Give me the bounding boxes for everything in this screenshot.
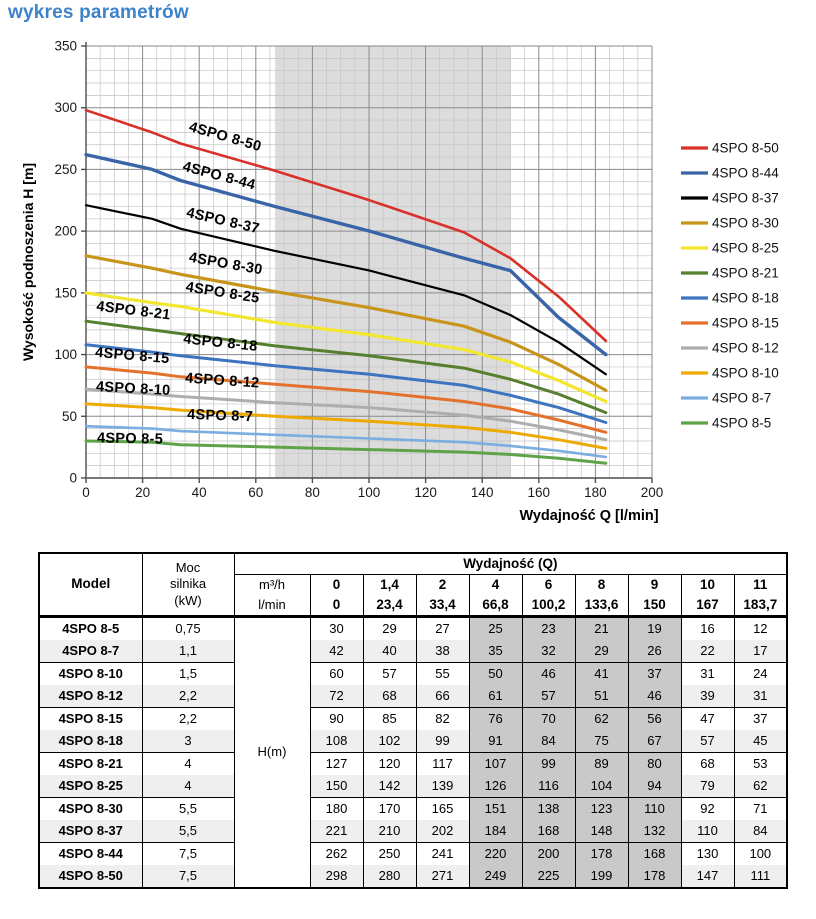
head-value-cell: 37 — [734, 708, 787, 731]
power-cell: 2,2 — [142, 708, 234, 731]
legend-item-4spo-8-5 — [681, 416, 771, 431]
curve-label-4spo-8-7: 4SPO 8-7 — [186, 406, 254, 426]
legend-item-4spo-8-21 — [681, 266, 779, 281]
head-value-cell: 70 — [522, 708, 575, 731]
legend-item-4spo-8-30 — [681, 216, 779, 231]
head-value-cell: 37 — [628, 663, 681, 686]
head-value-cell: 110 — [681, 820, 734, 843]
head-value-cell: 80 — [628, 753, 681, 776]
legend-label: 4SPO 8-12 — [712, 340, 779, 356]
table-row-4spo-8-50 — [39, 865, 787, 888]
y-tick-label: 250 — [54, 161, 77, 177]
curve-label-4spo-8-10: 4SPO 8-10 — [95, 379, 171, 399]
head-unit-cell: H(m) — [234, 617, 310, 889]
flow-value-lmin: 0 — [310, 595, 363, 617]
model-cell: 4SPO 8-37 — [39, 820, 142, 843]
head-value-cell: 184 — [469, 820, 522, 843]
legend-item-4spo-8-7 — [681, 391, 771, 406]
head-value-cell: 57 — [522, 685, 575, 708]
head-value-cell: 31 — [681, 663, 734, 686]
head-value-cell: 220 — [469, 843, 522, 866]
legend-item-4spo-8-44 — [681, 166, 779, 181]
y-tick-label: 200 — [54, 223, 77, 239]
head-value-cell: 142 — [363, 775, 416, 798]
x-tick-label: 60 — [248, 485, 264, 500]
head-value-cell: 46 — [522, 663, 575, 686]
head-value-cell: 23 — [522, 617, 575, 641]
curve-label-4spo-8-30: 4SPO 8-30 — [187, 249, 264, 279]
head-value-cell: 102 — [363, 730, 416, 753]
column-header-motor-power: Moc silnika (kW) — [142, 553, 234, 617]
table-row-4spo-8-21 — [39, 753, 787, 776]
head-value-cell: 89 — [575, 753, 628, 776]
head-value-cell: 45 — [734, 730, 787, 753]
y-axis-title: Wysokość podnoszenia H [m] — [20, 162, 36, 362]
legend-label: 4SPO 8-18 — [712, 290, 779, 306]
head-value-cell: 24 — [734, 663, 787, 686]
head-value-cell: 250 — [363, 843, 416, 866]
head-value-cell: 72 — [310, 685, 363, 708]
legend — [681, 141, 779, 431]
head-value-cell: 62 — [575, 708, 628, 731]
head-value-cell: 180 — [310, 798, 363, 821]
head-value-cell: 200 — [522, 843, 575, 866]
flow-value-m3h: 10 — [681, 575, 734, 596]
head-value-cell: 27 — [416, 617, 469, 641]
head-value-cell: 147 — [681, 865, 734, 888]
head-value-cell: 82 — [416, 708, 469, 731]
head-value-cell: 91 — [469, 730, 522, 753]
legend-label: 4SPO 8-7 — [712, 390, 772, 406]
head-value-cell: 271 — [416, 865, 469, 888]
legend-item-4spo-8-12 — [681, 341, 779, 356]
head-value-cell: 249 — [469, 865, 522, 888]
legend-label: 4SPO 8-44 — [712, 165, 779, 181]
head-value-cell: 30 — [310, 617, 363, 641]
x-tick-label: 160 — [527, 485, 551, 500]
head-value-cell: 22 — [681, 640, 734, 663]
head-value-cell: 100 — [734, 843, 787, 866]
head-value-cell: 123 — [575, 798, 628, 821]
head-value-cell: 46 — [628, 685, 681, 708]
curve-label-4spo-8-12: 4SPO 8-12 — [184, 370, 260, 392]
flow-value-lmin: 23,4 — [363, 595, 416, 617]
curve-label-4spo-8-18: 4SPO 8-18 — [182, 331, 259, 355]
x-tick-label: 140 — [470, 485, 494, 500]
y-tick-label: 50 — [61, 408, 77, 424]
head-value-cell: 38 — [416, 640, 469, 663]
head-value-cell: 165 — [416, 798, 469, 821]
head-value-cell: 168 — [522, 820, 575, 843]
legend-label: 4SPO 8-50 — [712, 140, 779, 156]
head-value-cell: 120 — [363, 753, 416, 776]
unit-label-m3h: m³/h — [234, 575, 310, 596]
head-value-cell: 51 — [575, 685, 628, 708]
legend-label: 4SPO 8-5 — [712, 415, 772, 431]
x-tick-label: 100 — [357, 485, 381, 500]
head-value-cell: 90 — [310, 708, 363, 731]
x-tick-label: 0 — [82, 485, 90, 500]
head-value-cell: 71 — [734, 798, 787, 821]
head-value-cell: 221 — [310, 820, 363, 843]
power-cell: 0,75 — [142, 617, 234, 641]
power-cell: 3 — [142, 730, 234, 753]
head-value-cell: 42 — [310, 640, 363, 663]
model-cell: 4SPO 8-30 — [39, 798, 142, 821]
y-tick-labels — [54, 39, 77, 486]
power-cell: 7,5 — [142, 865, 234, 888]
head-value-cell: 68 — [681, 753, 734, 776]
head-value-cell: 76 — [469, 708, 522, 731]
head-value-cell: 178 — [575, 843, 628, 866]
legend-item-4spo-8-10 — [681, 366, 779, 381]
flow-value-lmin: 33,4 — [416, 595, 469, 617]
head-value-cell: 126 — [469, 775, 522, 798]
power-cell: 4 — [142, 753, 234, 776]
head-value-cell: 116 — [522, 775, 575, 798]
head-value-cell: 57 — [363, 663, 416, 686]
table-row-4spo-8-10 — [39, 663, 787, 686]
head-value-cell: 84 — [522, 730, 575, 753]
table-row-4spo-8-15 — [39, 708, 787, 731]
table-row-4spo-8-37 — [39, 820, 787, 843]
head-value-cell: 57 — [681, 730, 734, 753]
head-value-cell: 66 — [416, 685, 469, 708]
head-value-cell: 108 — [310, 730, 363, 753]
model-cell: 4SPO 8-25 — [39, 775, 142, 798]
head-value-cell: 21 — [575, 617, 628, 641]
head-value-cell: 85 — [363, 708, 416, 731]
head-value-cell: 178 — [628, 865, 681, 888]
head-value-cell: 67 — [628, 730, 681, 753]
head-value-cell: 68 — [363, 685, 416, 708]
model-cell: 4SPO 8-21 — [39, 753, 142, 776]
x-axis-title: Wydajność Q [l/min] — [519, 508, 659, 524]
flow-value-lmin: 150 — [628, 595, 681, 617]
head-value-cell: 117 — [416, 753, 469, 776]
head-value-cell: 60 — [310, 663, 363, 686]
head-value-cell: 138 — [522, 798, 575, 821]
table-row-4spo-8-44 — [39, 843, 787, 866]
model-cell: 4SPO 8-10 — [39, 663, 142, 686]
table-row-4spo-8-25 — [39, 775, 787, 798]
power-cell: 2,2 — [142, 685, 234, 708]
x-tick-label: 200 — [640, 485, 664, 500]
legend-item-4spo-8-15 — [681, 316, 779, 331]
model-cell: 4SPO 8-50 — [39, 865, 142, 888]
head-value-cell: 25 — [469, 617, 522, 641]
y-tick-label: 300 — [54, 100, 77, 116]
head-value-cell: 41 — [575, 663, 628, 686]
x-tick-label: 180 — [584, 485, 607, 500]
head-value-cell: 62 — [734, 775, 787, 798]
head-value-cell: 99 — [522, 753, 575, 776]
head-value-cell: 53 — [734, 753, 787, 776]
power-cell: 4 — [142, 775, 234, 798]
head-value-cell: 31 — [734, 685, 787, 708]
legend-item-4spo-8-18 — [681, 291, 779, 306]
y-tick-label: 0 — [69, 470, 77, 486]
flow-value-lmin: 100,2 — [522, 595, 575, 617]
head-value-cell: 50 — [469, 663, 522, 686]
head-value-cell: 151 — [469, 798, 522, 821]
power-cell: 7,5 — [142, 843, 234, 866]
curve-label-4spo-8-5: 4SPO 8-5 — [96, 430, 164, 448]
flow-value-lmin: 133,6 — [575, 595, 628, 617]
legend-label: 4SPO 8-21 — [712, 265, 779, 281]
flow-value-lmin: 167 — [681, 595, 734, 617]
head-value-cell: 29 — [363, 617, 416, 641]
head-value-cell: 148 — [575, 820, 628, 843]
legend-item-4spo-8-37 — [681, 191, 779, 206]
head-value-cell: 29 — [575, 640, 628, 663]
head-value-cell: 107 — [469, 753, 522, 776]
head-value-cell: 75 — [575, 730, 628, 753]
head-value-cell: 99 — [416, 730, 469, 753]
pump-parameters-table — [38, 552, 788, 889]
x-tick-label: 40 — [191, 485, 207, 500]
model-cell: 4SPO 8-12 — [39, 685, 142, 708]
x-tick-label: 80 — [304, 485, 320, 500]
flow-value-m3h: 4 — [469, 575, 522, 596]
x-tick-label: 120 — [414, 485, 437, 500]
column-header-flow-group: Wydajność (Q) — [234, 553, 787, 575]
head-value-cell: 17 — [734, 640, 787, 663]
legend-label: 4SPO 8-25 — [712, 240, 779, 256]
head-value-cell: 139 — [416, 775, 469, 798]
flow-value-m3h: 0 — [310, 575, 363, 596]
table-row-4spo-8-5 — [39, 617, 787, 641]
curve-label-4spo-8-15: 4SPO 8-15 — [94, 344, 171, 368]
head-value-cell: 55 — [416, 663, 469, 686]
power-cell: 1,5 — [142, 663, 234, 686]
column-header-model: Model — [39, 553, 142, 617]
head-value-cell: 225 — [522, 865, 575, 888]
y-tick-label: 150 — [54, 285, 77, 301]
head-value-cell: 127 — [310, 753, 363, 776]
flow-value-m3h: 2 — [416, 575, 469, 596]
curve-label-4spo-8-25: 4SPO 8-25 — [184, 279, 261, 307]
head-value-cell: 92 — [681, 798, 734, 821]
model-cell: 4SPO 8-7 — [39, 640, 142, 663]
curve-label-4spo-8-21: 4SPO 8-21 — [95, 298, 172, 324]
head-value-cell: 170 — [363, 798, 416, 821]
power-cell: 1,1 — [142, 640, 234, 663]
head-value-cell: 47 — [681, 708, 734, 731]
model-cell: 4SPO 8-5 — [39, 617, 142, 641]
x-tick-labels — [82, 485, 663, 500]
flow-value-m3h: 6 — [522, 575, 575, 596]
head-value-cell: 210 — [363, 820, 416, 843]
table-row-4spo-8-12 — [39, 685, 787, 708]
power-cell: 5,5 — [142, 798, 234, 821]
head-value-cell: 104 — [575, 775, 628, 798]
curve-label-4spo-8-50: 4SPO 8-50 — [187, 119, 264, 156]
head-value-cell: 202 — [416, 820, 469, 843]
head-value-cell: 39 — [681, 685, 734, 708]
head-value-cell: 16 — [681, 617, 734, 641]
head-value-cell: 130 — [681, 843, 734, 866]
unit-label-lmin: l/min — [234, 595, 310, 617]
flow-value-m3h: 9 — [628, 575, 681, 596]
head-value-cell: 110 — [628, 798, 681, 821]
head-value-cell: 61 — [469, 685, 522, 708]
flow-value-lmin: 183,7 — [734, 595, 787, 617]
model-cell: 4SPO 8-15 — [39, 708, 142, 731]
head-value-cell: 150 — [310, 775, 363, 798]
head-value-cell: 241 — [416, 843, 469, 866]
x-tick-label: 20 — [135, 485, 151, 500]
head-value-cell: 94 — [628, 775, 681, 798]
legend-item-4spo-8-25 — [681, 241, 779, 256]
head-value-cell: 132 — [628, 820, 681, 843]
flow-value-m3h: 1,4 — [363, 575, 416, 596]
legend-label: 4SPO 8-10 — [712, 365, 779, 381]
page-title: wykres parametrów — [8, 2, 189, 23]
flow-value-lmin: 66,8 — [469, 595, 522, 617]
legend-item-4spo-8-50 — [681, 141, 779, 156]
flow-value-m3h: 8 — [575, 575, 628, 596]
head-value-cell: 26 — [628, 640, 681, 663]
head-value-cell: 262 — [310, 843, 363, 866]
table-row-4spo-8-18 — [39, 730, 787, 753]
head-value-cell: 79 — [681, 775, 734, 798]
head-value-cell: 168 — [628, 843, 681, 866]
curve-label-4spo-8-44: 4SPO 8-44 — [181, 158, 258, 194]
head-value-cell: 56 — [628, 708, 681, 731]
head-value-cell: 19 — [628, 617, 681, 641]
head-value-cell: 84 — [734, 820, 787, 843]
model-cell: 4SPO 8-44 — [39, 843, 142, 866]
head-value-cell: 280 — [363, 865, 416, 888]
flow-value-m3h: 11 — [734, 575, 787, 596]
head-value-cell: 298 — [310, 865, 363, 888]
y-tick-label: 350 — [54, 38, 77, 54]
head-value-cell: 199 — [575, 865, 628, 888]
legend-label: 4SPO 8-30 — [712, 215, 779, 231]
legend-label: 4SPO 8-37 — [712, 190, 779, 206]
head-value-cell: 111 — [734, 865, 787, 888]
table-row-4spo-8-7 — [39, 640, 787, 663]
head-value-cell: 12 — [734, 617, 787, 641]
y-tick-label: 100 — [54, 347, 77, 363]
power-cell: 5,5 — [142, 820, 234, 843]
curve-label-4spo-8-37: 4SPO 8-37 — [184, 204, 261, 238]
legend-label: 4SPO 8-15 — [712, 315, 779, 331]
head-value-cell: 35 — [469, 640, 522, 663]
head-value-cell: 40 — [363, 640, 416, 663]
model-cell: 4SPO 8-18 — [39, 730, 142, 753]
table-row-4spo-8-30 — [39, 798, 787, 821]
head-value-cell: 32 — [522, 640, 575, 663]
